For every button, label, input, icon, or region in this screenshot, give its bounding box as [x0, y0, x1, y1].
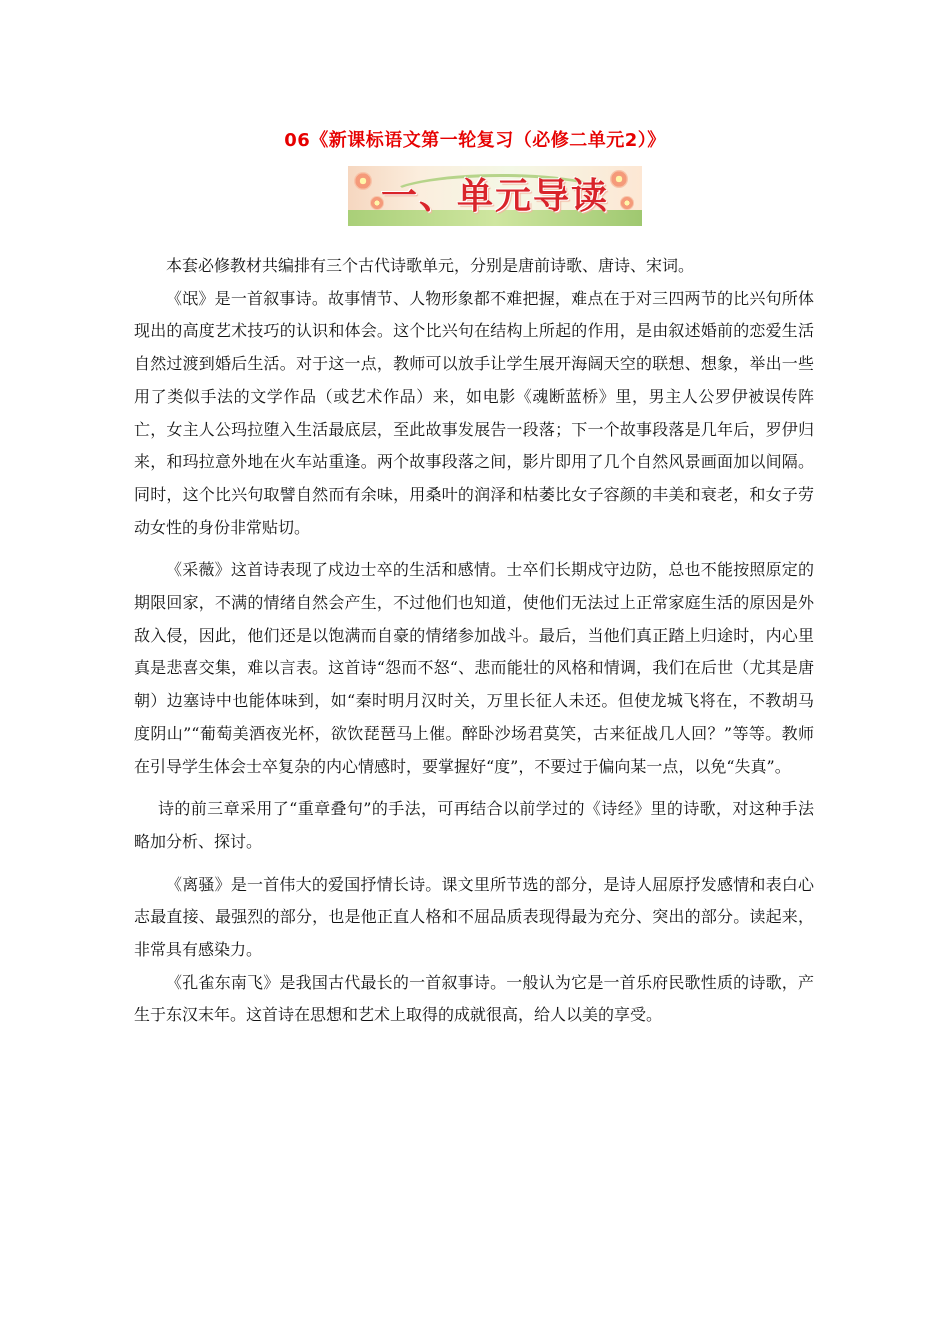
section-heading: 一、单元导读 [380, 176, 609, 217]
paragraph-intro: 本套必修教材共编排有三个古代诗歌单元，分别是唐前诗歌、唐诗、宋词。 [166, 256, 695, 275]
paragraph-kongque: 《孔雀东南飞》是我国古代最长的一首叙事诗。一般认为它是一首乐府民歌性质的诗歌，产生于东汉末年。这首诗在思想和艺术上取得的成就很高，给人以美的享受。 [134, 972, 814, 1025]
document-title: 06《新课标语文第一轮复习（必修二单元2）》 [284, 130, 666, 151]
document-body [134, 250, 814, 1032]
paragraph-technique: 诗的前三章采用了“重章叠句”的手法，可再结合以前学过的《诗经》里的诗歌，对这种手法略加分析、探讨。 [134, 799, 814, 851]
paragraph-mang: 《氓》是一首叙事诗。故事情节、人物形象都不难把握，难点在于对三四两节的比兴句所体现出的高度艺术技巧的认识和体会。这个比兴句在结构上所起的作用，是由叙述婚前的恋爱生活自然过渡到婚后生活。对于这一点，教师可以放手让学生展开海阔天空的联想、想象，举出一些用了类似手法的文学作品（或艺术作品）来，如电影《魂断蓝桥》里，男主人公罗伊被误传阵亡，女主人公玛拉堕入生活最底层，至此故事发展告一段落；下一个故事段落是几年后，罗伊归来，和玛拉意外地在火车站重逢。两个故事段落之间，影片即用了几个自然风景画面加以间隔。同时，这个比兴句取譬自然而有余味，用桑叶的润泽和枯萎比女子容颜的丰美和衰老，和女子劳动女性的身份非常贴切。 [134, 288, 814, 537]
paragraph-caiwei: 《采薇》这首诗表现了戍边士卒的生活和感情。士卒们长期戍守边防，总也不能按照原定的期限回家，不满的情绪自然会产生，不过他们也知道，使他们无法过上正常家庭生活的原因是外敌入侵，因此，他们还是以饱满而自豪的情绪参加战斗。最后，当他们真正踏上归途时，内心里真是悲喜交集，难以言表。这首诗“怨而不怒“、悲而能壮的风格和情调，我们在后世（尤其是唐朝）边塞诗中也能体味到，如“秦时明月汉时关，万里长征人未还。但使龙城飞将在，不教胡马度阴山”“葡萄美酒夜光杯，欲饮琵琶马上催。醉卧沙场君莫笑，古来征战几人回？”等等。教师在引导学生体会士卒复杂的内心情感时，要掌握好“度”，不要过于偏向某一点，以免“失真”。 [134, 560, 814, 776]
section-banner [348, 166, 642, 226]
paragraph-lisao: 《离骚》是一首伟大的爱国抒情长诗。课文里所节选的部分，是诗人屈原抒发感情和表白心志最直接、最强烈的部分，也是他正直人格和不屈品质表现得最为充分、突出的部分。读起来，非常具有感染力。 [134, 874, 814, 960]
